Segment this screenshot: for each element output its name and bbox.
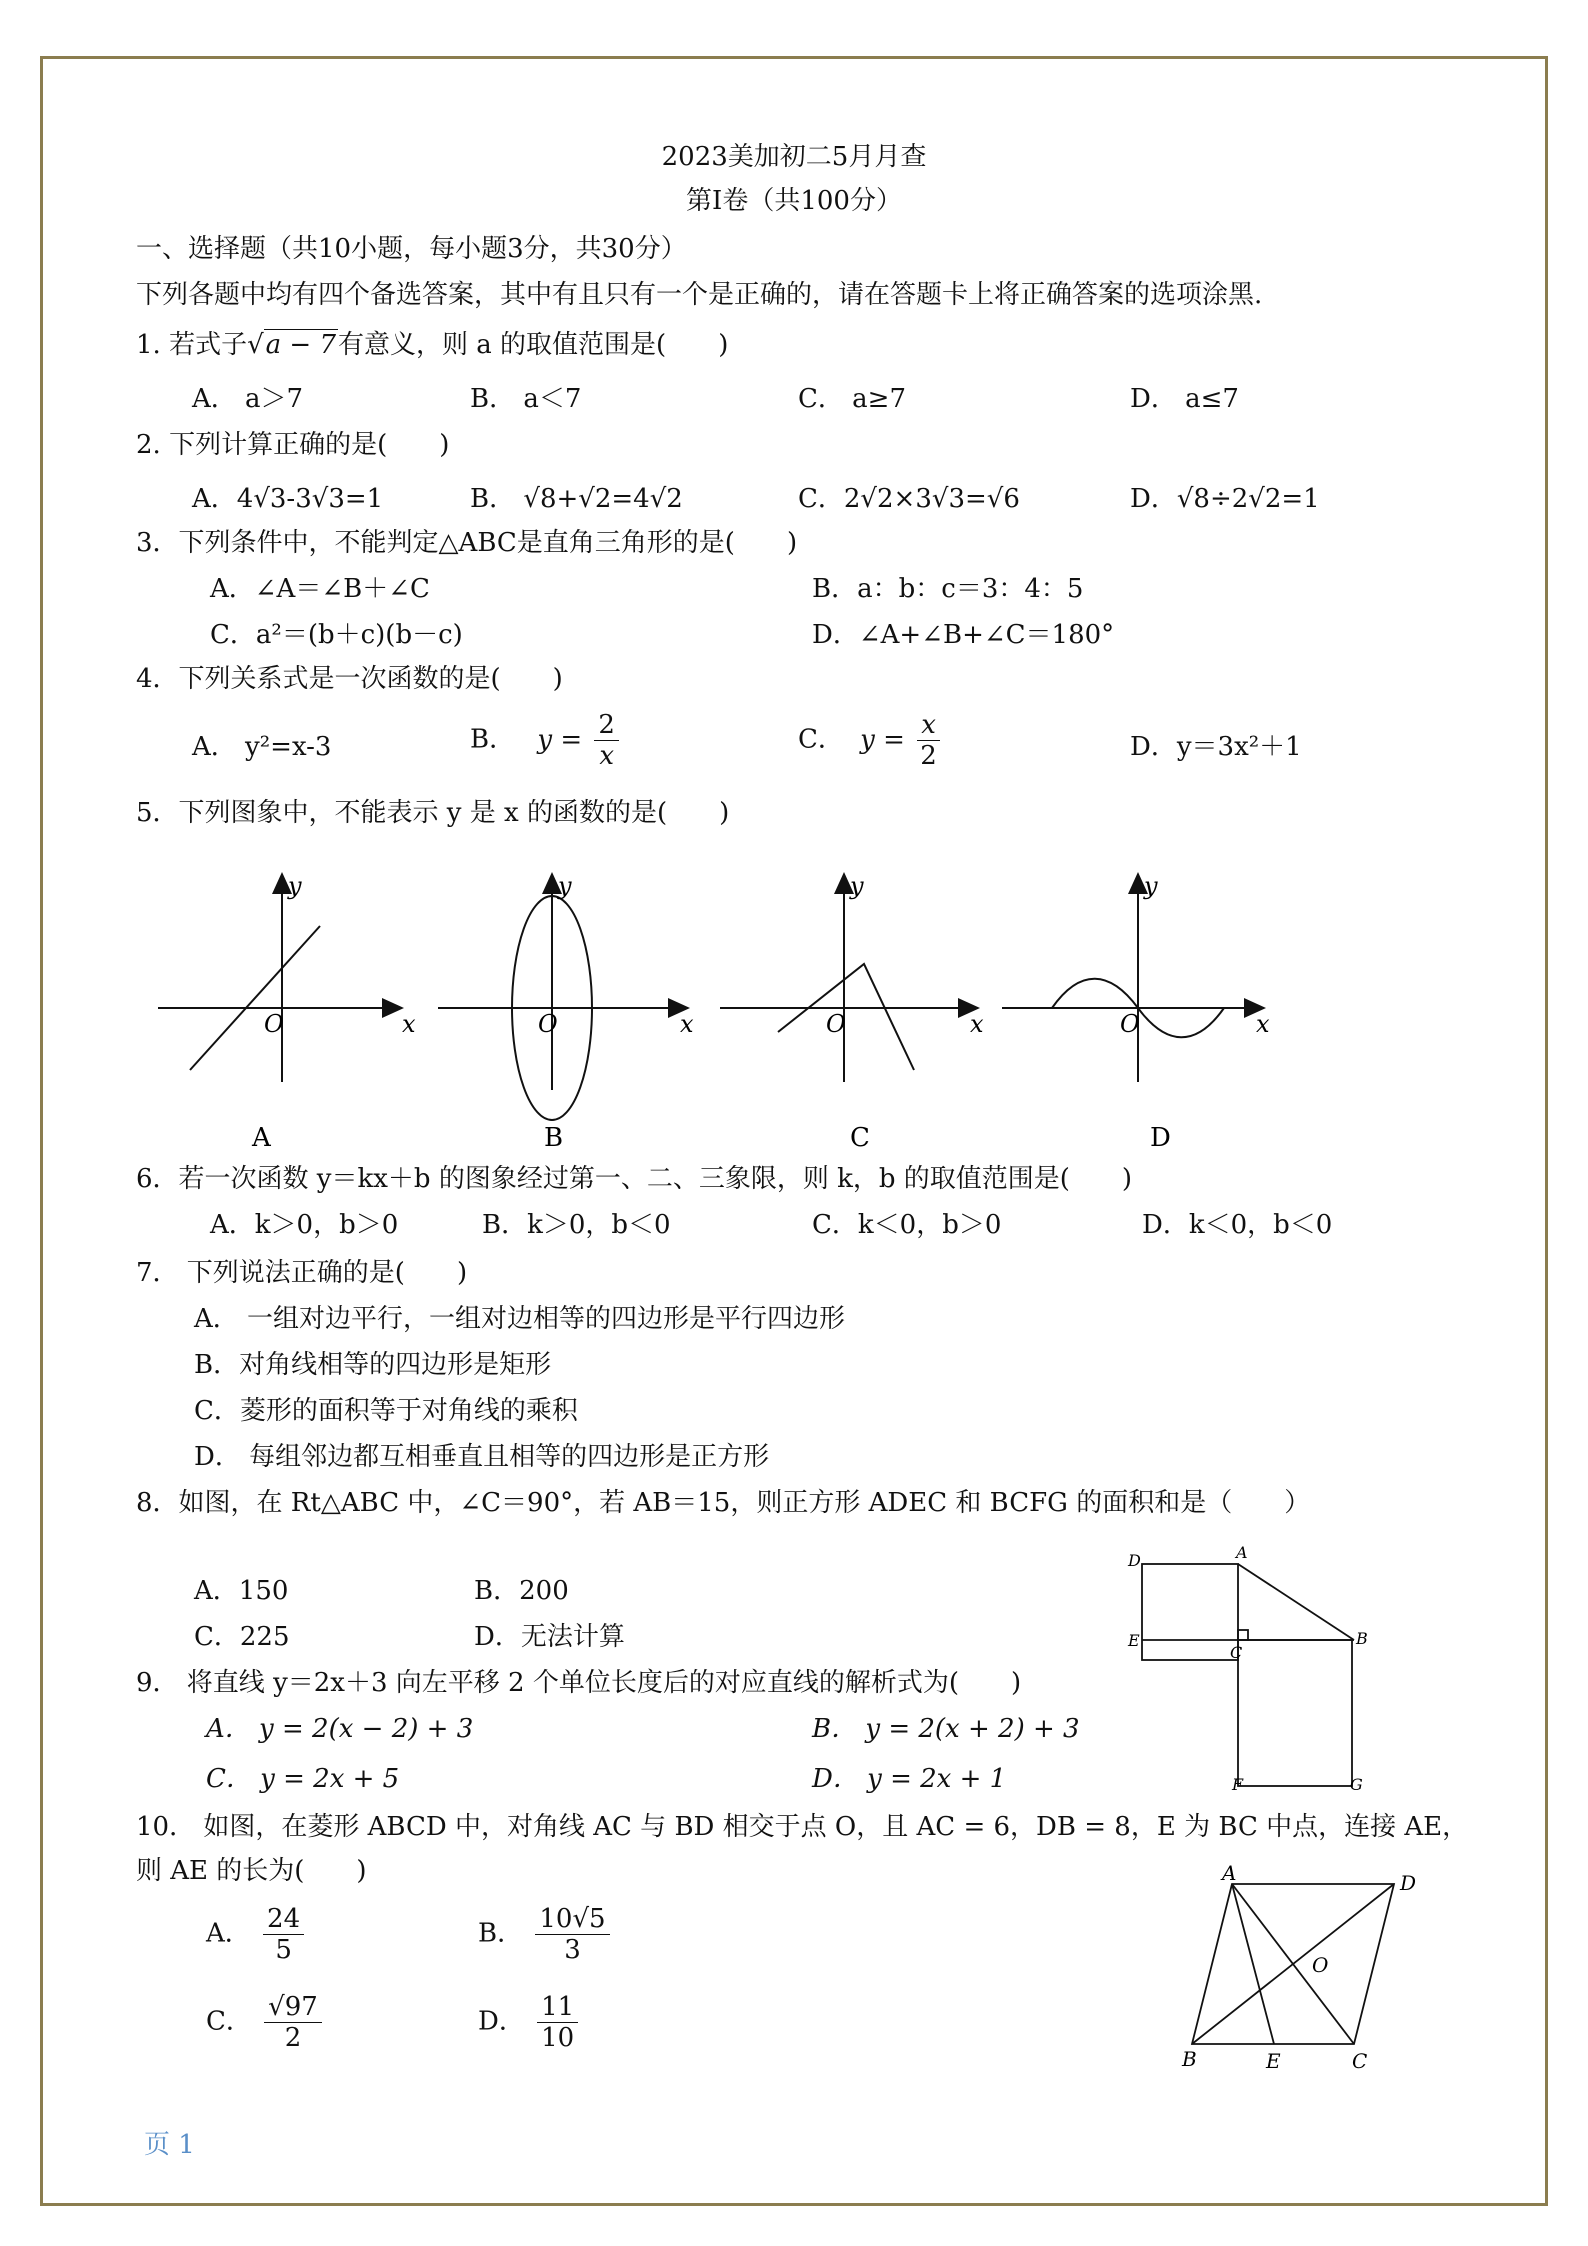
question-3-option-c[interactable]: C．a²＝(b＋c)(b－c) — [210, 620, 463, 650]
section-instruction: 下列各题中均有四个备选答案，其中有且只有一个是正确的，请在答题卡上将正确答案的选项涂黑. — [136, 280, 1263, 310]
question-9-option-b[interactable]: B． y = 2(x + 2) + 3 — [812, 1714, 1080, 1744]
question-7-option-a[interactable]: A． 一组对边平行，一组对边相等的四边形是平行四边形 — [194, 1304, 846, 1334]
question-4-stem: 4．下列关系式是一次函数的是( ) — [136, 664, 563, 694]
question-3-option-a[interactable]: A．∠A＝∠B＋∠C — [210, 574, 430, 604]
question-6-option-c[interactable]: C．k＜0，b＞0 — [812, 1210, 1002, 1240]
question-2-option-b[interactable]: B． √8+√2=4√2 — [470, 484, 683, 514]
svg-text:y: y — [288, 872, 302, 900]
question-3-option-d[interactable]: D．∠A+∠B+∠C＝180° — [812, 620, 1115, 650]
question-8-option-c[interactable]: C．225 — [194, 1622, 290, 1652]
svg-text:O: O — [264, 1010, 284, 1038]
question-1-option-c[interactable]: C． a≥7 — [798, 384, 906, 414]
question-1-option-d[interactable]: D． a≤7 — [1130, 384, 1239, 414]
question-1-option-a[interactable]: A． a＞7 — [192, 384, 304, 414]
graph-d-label: D — [1150, 1123, 1171, 1153]
question-4-option-b[interactable]: B． y = $\frac{2}{x}$ — [470, 710, 623, 771]
question-9-option-a[interactable]: A． y = 2(x − 2) + 3 — [206, 1714, 474, 1744]
svg-text:C: C — [1230, 1643, 1243, 1662]
question-8-option-d[interactable]: D．无法计算 — [474, 1622, 625, 1652]
svg-text:E: E — [1128, 1631, 1140, 1650]
question-3-stem: 3．下列条件中，不能判定△ABC是直角三角形的是( ) — [136, 528, 798, 558]
graph-a — [158, 874, 402, 1082]
question-5-graphs — [140, 860, 1280, 1180]
question-7-option-b[interactable]: B．对角线相等的四边形是矩形 — [194, 1350, 552, 1380]
svg-text:O: O — [826, 1010, 846, 1038]
question-4-option-a[interactable]: A． y²=x-3 — [192, 732, 332, 762]
svg-text:x: x — [680, 1010, 694, 1038]
svg-text:x: x — [970, 1010, 984, 1038]
svg-text:B: B — [1182, 2047, 1197, 2071]
question-5-stem: 5．下列图象中，不能表示 y 是 x 的函数的是( ) — [136, 798, 730, 828]
svg-text:F: F — [1232, 1775, 1244, 1794]
question-10-stem-cont: 则 AE 的长为( ) — [136, 1856, 367, 1886]
svg-text:D: D — [1128, 1551, 1141, 1570]
graph-d — [1002, 874, 1264, 1082]
question-4-option-d[interactable]: D．y＝3x²＋1 — [1130, 732, 1302, 762]
svg-text:y: y — [558, 872, 572, 900]
question-7-option-d[interactable]: D． 每组邻边都互相垂直且相等的四边形是正方形 — [194, 1442, 770, 1472]
svg-text:C: C — [1352, 2049, 1368, 2073]
graph-b-label: B — [544, 1123, 564, 1153]
question-6-option-a[interactable]: A．k＞0，b＞0 — [210, 1210, 399, 1240]
svg-text:O: O — [1120, 1010, 1140, 1038]
question-3-option-b[interactable]: B．a：b：c＝3：4：5 — [812, 574, 1084, 604]
question-10-option-d[interactable]: D． $\frac{11}{10}$ — [478, 1992, 582, 2053]
question-2-option-d[interactable]: D．√8÷2√2=1 — [1130, 484, 1320, 514]
question-6-option-d[interactable]: D．k＜0，b＜0 — [1142, 1210, 1333, 1240]
paper-title: 2023美加初二5月月查 — [661, 142, 927, 172]
section-heading: 一、选择题（共10小题，每小题3分，共30分） — [136, 234, 687, 264]
question-7-stem: 7． 下列说法正确的是( ) — [136, 1258, 468, 1288]
question-8-option-b[interactable]: B．200 — [474, 1576, 569, 1606]
question-2-option-a[interactable]: A．4√3-3√3=1 — [192, 484, 384, 514]
svg-text:G: G — [1350, 1775, 1363, 1794]
graph-c-label: C — [850, 1123, 870, 1153]
question-8-option-a[interactable]: A．150 — [194, 1576, 289, 1606]
svg-text:E: E — [1266, 2049, 1281, 2073]
question-9-stem: 9． 将直线 y＝2x＋3 向左平移 2 个单位长度后的对应直线的解析式为( ) — [136, 1668, 1022, 1698]
paper-subtitle: 第Ⅰ卷（共100分） — [686, 186, 902, 216]
question-9-option-c[interactable]: C． y = 2x + 5 — [206, 1764, 400, 1794]
svg-text:O: O — [538, 1010, 558, 1038]
svg-text:A: A — [1222, 1861, 1237, 1885]
graph-a-label: A — [252, 1123, 271, 1153]
question-10-option-c[interactable]: C． $\frac{√97}{2}$ — [206, 1992, 326, 2053]
page-number: 页 1 — [144, 2130, 195, 2160]
question-6-option-b[interactable]: B．k＞0，b＜0 — [482, 1210, 671, 1240]
svg-text:y: y — [850, 872, 864, 900]
svg-text:x: x — [1256, 1010, 1270, 1038]
question-2-stem: 2. 下列计算正确的是( ) — [136, 430, 450, 460]
question-10-stem: 10． 如图，在菱形 ABCD 中，对角线 AC 与 BD 相交于点 O，且 AC = 6，DB = 8，E 为 BC 中点，连接 AE， — [136, 1812, 1469, 1842]
svg-text:D: D — [1400, 1871, 1417, 1895]
svg-text:x: x — [402, 1010, 416, 1038]
question-6-stem: 6．若一次函数 y＝kx＋b 的图象经过第一、二、三象限，则 k，b 的取值范围是( ) — [136, 1164, 1133, 1194]
svg-text:O: O — [1312, 1953, 1329, 1977]
graph-b — [438, 874, 688, 1120]
question-2-option-c[interactable]: C．2√2×3√3=√6 — [798, 484, 1020, 514]
question-10-option-b[interactable]: B． $\frac{10√5}{3}$ — [478, 1904, 614, 1965]
svg-text:y: y — [1144, 872, 1158, 900]
question-10-option-a[interactable]: A． $\frac{24}{5}$ — [206, 1904, 308, 1965]
question-4-option-c[interactable]: C． y = $\frac{x}{2}$ — [798, 710, 944, 771]
question-1-option-b[interactable]: B． a＜7 — [470, 384, 582, 414]
question-10-figure — [1170, 1860, 1430, 2080]
question-7-option-c[interactable]: C．菱形的面积等于对角线的乘积 — [194, 1396, 578, 1426]
question-9-option-d[interactable]: D． y = 2x + 1 — [812, 1764, 1007, 1794]
svg-text:B: B — [1356, 1629, 1368, 1648]
question-8-stem: 8．如图，在 Rt△ABC 中，∠C＝90°，若 AB＝15，则正方形 ADEC 和 BCFG 的面积和是（ ） — [136, 1488, 1311, 1518]
graph-c — [720, 874, 978, 1082]
question-8-figure — [1120, 1540, 1380, 1800]
question-1-stem: 1. 若式子√a − 7有意义，则 a 的取值范围是( ) — [136, 330, 729, 360]
svg-text:A: A — [1236, 1543, 1248, 1562]
